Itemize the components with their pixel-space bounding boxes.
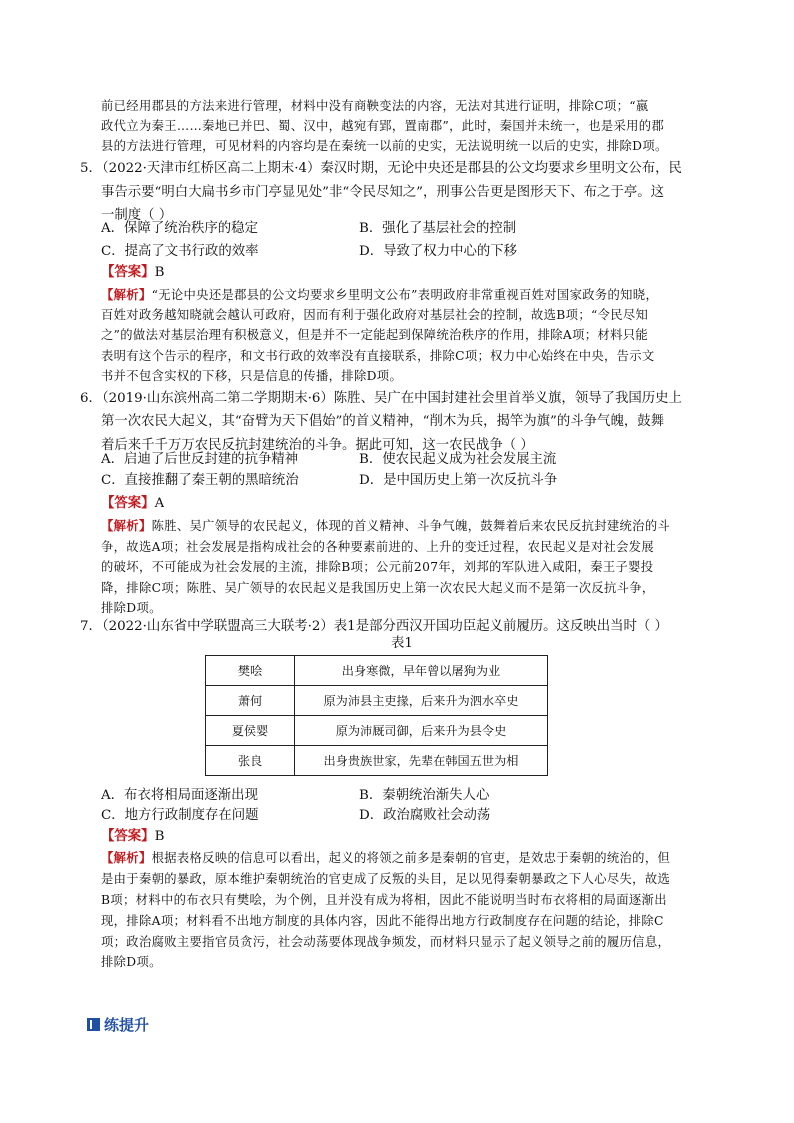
table-cell-desc: 原为沛厩司御，后来升为县令史 — [295, 716, 548, 746]
question-stem: 7．（2022·山东省中学联盟高三大联考·2）表1是部分西汉开国功臣起义前履历。这反映出当时（ ） — [80, 619, 668, 634]
option-d: D．是中国历史上第一次反抗斗争 — [359, 473, 558, 488]
section-heading — [87, 1014, 149, 1035]
table-row — [206, 746, 548, 776]
answer-value: A — [154, 496, 165, 511]
analysis-line: 前已经用郡县的方法来进行管理，材料中没有商鞅变法的内容，无法对其进行证明，排除C项；“嬴 — [101, 99, 649, 113]
option-d: D．政治腐败社会动荡 — [359, 808, 491, 823]
analysis-line: 排除D项。 — [101, 601, 162, 615]
answer-label: 【答案】 — [101, 264, 155, 280]
option-a: A．布衣将相局面逐渐出现 — [101, 788, 258, 803]
analysis-line: 的破坏，不可能成为社会发展的主流，排除B项；公元前207年，刘邦的军队进入咸阳，秦王子婴投 — [101, 560, 654, 574]
analysis-line: 之”的做法对基层治理有积极意义，但是并不一定能起到保障统治秩序的作用，排除A项；材料只能 — [101, 328, 649, 342]
analysis-line: 项；政治腐败主要指官员贪污，社会动荡要体现战争频发，而材料只显示了起义领导之前的履历信息， — [101, 935, 671, 949]
table-cell-name: 夏侯婴 — [206, 716, 295, 746]
table-cell-desc: 原为沛县主吏掾，后来升为泗水卒史 — [295, 686, 548, 716]
table-row — [206, 656, 548, 686]
section-heading-text: 练提升 — [104, 1016, 150, 1034]
option-c: C．地方行政制度存在问题 — [101, 808, 259, 823]
analysis-label: 【解析】 — [101, 850, 152, 865]
option-b: B．秦朝统治渐失人心 — [359, 788, 490, 803]
table-cell-name: 樊哙 — [206, 656, 295, 686]
table-cell-name: 张良 — [206, 746, 295, 776]
option-b: B．强化了基层社会的控制 — [359, 221, 517, 236]
analysis-line: 是由于秦朝的暴政，原本维护秦朝统治的官吏成了反叛的头目，足以见得秦朝暴政之下人心尽失，故选 — [101, 872, 671, 886]
analysis-line: B项；材料中的布衣只有樊哙，为个例，且并没有成为将相，因此不能说明当时布衣将相的局面逐渐出 — [101, 893, 667, 907]
option-c: C．直接推翻了秦王朝的黑暗统治 — [101, 473, 299, 488]
option-c: C．提高了文书行政的效率 — [101, 244, 259, 259]
answer-value: B — [154, 265, 165, 280]
table-cell-desc: 出身贵族世家，先辈在韩国五世为相 — [295, 746, 548, 776]
table-caption: 表1 — [391, 636, 413, 651]
question-stem: 着后来千千万万农民反抗封建统治的斗争。据此可知，这一农民战争（ ） — [101, 438, 534, 453]
option-b: B．使农民起义成为社会发展主流 — [359, 452, 557, 467]
analysis-line: 争，故选A项；社会发展是指构成社会的各种要素前进的、上升的变迁过程，农民起义是对社会发展 — [101, 540, 655, 554]
career-table — [205, 655, 548, 776]
answer-label: 【答案】 — [101, 495, 155, 511]
table-row — [206, 686, 548, 716]
question-stem: 5．（2022·天津市红桥区高二上期末·4）秦汉时期，无论中央还是郡县的公文均要求乡里明文公布，民 — [80, 161, 682, 176]
analysis-line: 【解析】根据表格反映的信息可以看出，起义的将领之前多是秦朝的官吏，是效忠于秦朝的统治的，但 — [101, 850, 671, 865]
answer-row — [101, 493, 164, 514]
question-stem: 一制度（ ） — [101, 208, 173, 223]
answer-row — [101, 262, 164, 283]
analysis-line: 现，排除A项；材料看不出地方制度的具体内容，因此不能得出地方行政制度存在问题的结论，排除C — [101, 914, 664, 928]
analysis-label: 【解析】 — [101, 518, 152, 533]
analysis-line: 【解析】“无论中央还是郡县的公文均要求乡里明文公布”表明政府非常重视百姓对国家政务的知晓， — [101, 287, 659, 302]
question-stem: 第一次农民大起义，其“奋臂为天下倡始”的首义精神，“削木为兵，揭竿为旗”的斗争气魄，鼓舞 — [101, 414, 665, 429]
option-a: A．启迪了后世反封建的抗争精神 — [101, 452, 299, 467]
analysis-line: 政代立为秦王……秦地已并巴、蜀、汉中，越宛有郢，置南郡”，此时，秦国并未统一，也是采用的郡 — [101, 119, 665, 133]
table-cell-desc: 出身寒微，早年曾以屠狗为业 — [295, 656, 548, 686]
analysis-line: 【解析】陈胜、吴广领导的农民起义，体现的首义精神、斗争气魄，鼓舞着后来农民反抗封建统治的斗 — [101, 518, 671, 533]
option-d: D．导致了权力中心的下移 — [359, 244, 518, 259]
table-cell-name: 萧何 — [206, 686, 295, 716]
analysis-line: 书并不包含实权的下移，只是信息的传播，排除D项。 — [101, 369, 403, 383]
question-stem: 6．（2019·山东滨州高二第二学期期末·6）陈胜、吴广在中国封建社会里首举义旗，领导了我国历史上 — [80, 391, 682, 406]
analysis-line: 降，排除C项；陈胜、吴广领导的农民起义是我国历史上第一次农民大起义而不是第一次反抗斗争， — [101, 581, 655, 595]
answer-label: 【答案】 — [101, 828, 155, 844]
book-icon — [87, 1018, 100, 1031]
question-stem: 事告示要“明白大扁书乡市门亭显见处”非“令民尽知之”，刑事公告更是图形天下、布之于亭。这 — [101, 185, 665, 200]
analysis-line: 排除D项。 — [101, 955, 162, 969]
answer-value: B — [154, 829, 165, 844]
analysis-label: 【解析】 — [101, 287, 152, 302]
option-a: A．保障了统治秩序的稳定 — [101, 221, 258, 236]
analysis-line: 表明有这个告示的程序，和文书行政的效率没有直接联系，排除C项；权力中心始终在中央，告示文 — [101, 349, 655, 363]
answer-row — [101, 826, 164, 847]
table-row — [206, 716, 548, 746]
analysis-line: 县的方法进行管理，可见材料的内容均是在秦统一以前的史实，无法说明统一以后的史实，排除D项。 — [101, 139, 668, 153]
analysis-line: 百姓对政务越知晓就会越认可政府，因而有利于强化政府对基层社会的控制，故选B项；“令民尽知 — [101, 308, 649, 322]
